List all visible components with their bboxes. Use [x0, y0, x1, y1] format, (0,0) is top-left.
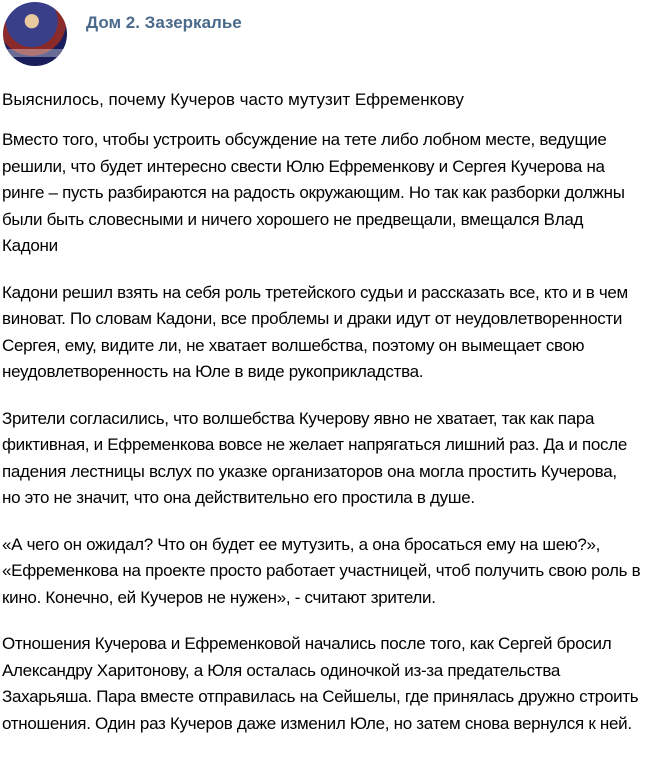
post-header: [0, 0, 670, 70]
paragraph-line: решили, что будет интересно свести Юлю Ефременкову и Сергея Кучерова на: [2, 156, 605, 176]
post-title: Выяснилось, почему Кучеров часто мутузит Ефременкову: [2, 90, 464, 109]
paragraph-line: Отношения Кучерова и Ефременковой начались после того, как Сергей бросил: [2, 634, 612, 653]
paragraph-line: падения лестницы вслух по указке организаторов она могла простить Кучерова,: [2, 461, 617, 481]
paragraph-line: виноват. По словам Кадони, все проблемы и драки идут от неудовлетворенности: [2, 309, 623, 328]
paragraph-line: неудовлетворенность на Юле в виде рукоприкладства.: [2, 362, 424, 381]
paragraph: [2, 631, 668, 737]
channel-name-link[interactable]: Дом 2. Зазеркалье: [86, 13, 242, 32]
paragraph-line: Захарьяша. Пара вместе отправилась на Сейшелы, где принялась дружно строить: [2, 687, 639, 706]
paragraph-line: ринге – пусть разбираются на радость окружающим. Но так как разборки должны: [2, 183, 625, 202]
paragraph: [2, 406, 668, 512]
paragraph-line: «А чего он ожидал? Что он будет ее мутузить, а она бросаться ему на шею?»,: [2, 534, 601, 554]
paragraph-line: но это не значит, что она действительно его простила в душе.: [2, 488, 475, 507]
post-paragraphs: [2, 127, 668, 737]
post-body: [2, 86, 668, 757]
paragraph: [2, 127, 668, 260]
paragraph: [2, 280, 668, 386]
paragraph-line: фиктивная, и Ефременкова вовсе не желает напрягаться лишний раз. Да и после: [2, 435, 627, 454]
paragraph-line: «Ефременкова на проекте просто работает участницей, чтоб получить свою роль в: [2, 561, 641, 580]
paragraph-line: были быть словесными и ничего хорошего не предвещали, вмещался Влад: [2, 209, 584, 229]
paragraph-line: Александру Харитонову, а Юля осталась одиночкой из-за предательства: [2, 660, 561, 680]
paragraph-line: Кадони: [2, 236, 58, 255]
paragraph-line: Вместо того, чтобы устроить обсуждение на тете либо лобном месте, ведущие: [2, 130, 607, 149]
paragraph-line: Сергея, ему, видите ли, не хватает волшебства, поэтому он вымещает свою: [2, 335, 585, 355]
paragraph-line: Кадони решил взять на себя роль третейского судьи и рассказать все, кто и в чем: [2, 282, 628, 302]
paragraph-line: отношения. Один раз Кучеров даже изменил Юле, но затем снова вернулся к ней.: [2, 713, 632, 733]
avatar-caption-strip: [3, 49, 67, 57]
channel-avatar[interactable]: [3, 2, 67, 66]
paragraph-line: кино. Конечно, ей Кучеров не нужен», - считают зрители.: [2, 587, 436, 607]
paragraph: [2, 532, 668, 612]
paragraph-line: Зрители согласились, что волшебства Кучерову явно не хватает, так как пара: [2, 408, 595, 428]
